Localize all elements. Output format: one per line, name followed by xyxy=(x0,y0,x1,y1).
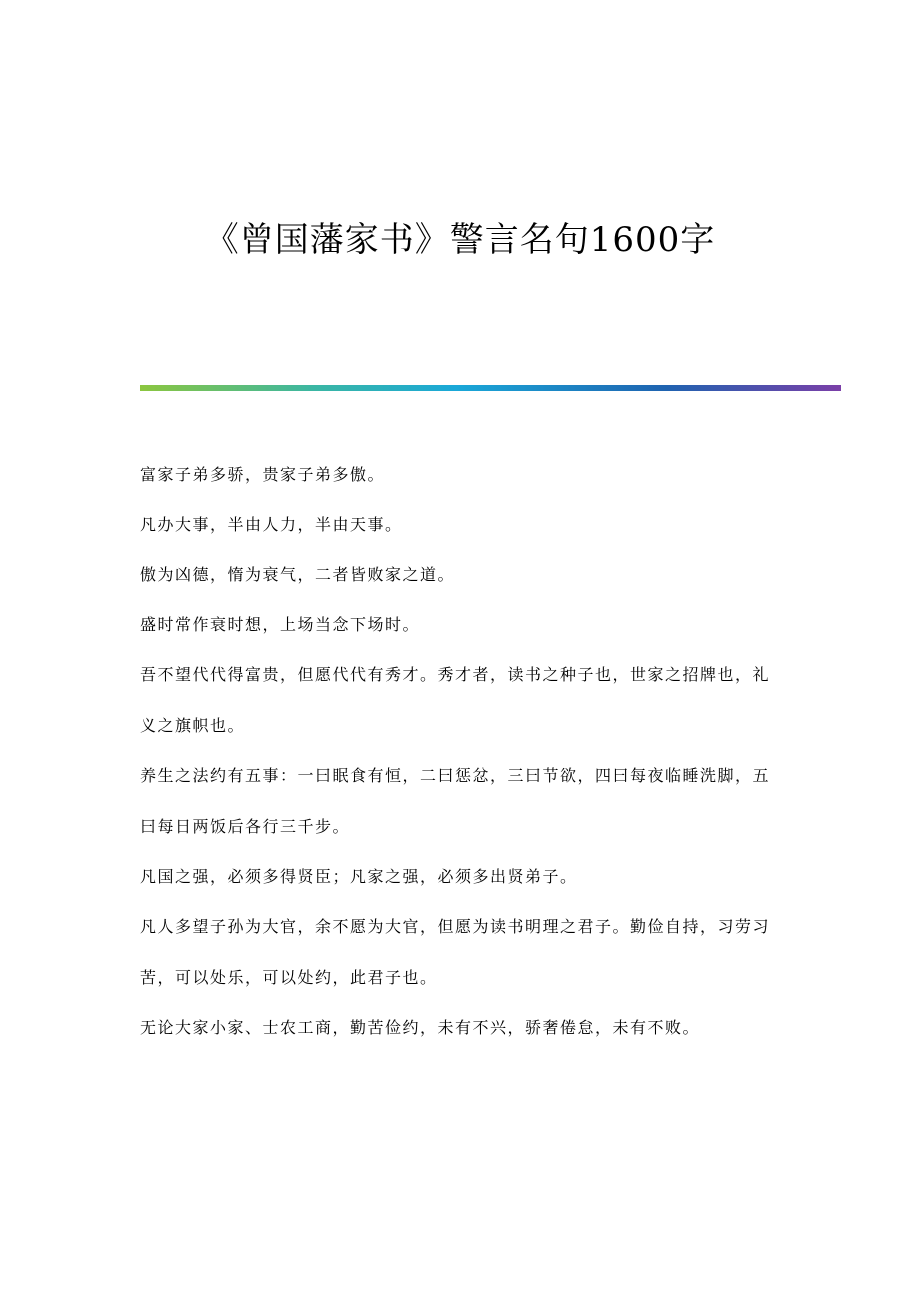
paragraph: 凡国之强，必须多得贤臣；凡家之强，必须多出贤弟子。 xyxy=(140,867,578,886)
paragraph: 盛时常作衰时想，上场当念下场时。 xyxy=(140,615,421,634)
paragraph: 富家子弟多骄，贵家子弟多傲。 xyxy=(140,465,386,484)
paragraph: 养生之法约有五事：一曰眠食有恒，二曰惩忿，三曰节欲，四曰每夜临睡洗脚，五曰每日两饭后各行三千步。 xyxy=(140,766,771,836)
gradient-divider xyxy=(140,385,841,391)
paragraph: 凡办大事，半由人力，半由天事。 xyxy=(140,515,403,534)
document-body xyxy=(140,462,780,1065)
paragraph: 凡人多望子孙为大官，余不愿为大官，但愿为读书明理之君子。勤俭自持，习劳习苦，可以处乐，可以处约，此君子也。 xyxy=(140,917,771,987)
paragraph: 傲为凶德，惰为衰气，二者皆败家之道。 xyxy=(140,565,456,584)
page-title: 《曾国藩家书》警言名句1600字 xyxy=(204,220,716,260)
paragraph: 吾不望代代得富贵，但愿代代有秀才。秀才者，读书之种子也，世家之招牌也，礼义之旗帜也。 xyxy=(140,665,771,735)
paragraph: 无论大家小家、士农工商，勤苦俭约，未有不兴，骄奢倦怠，未有不败。 xyxy=(140,1018,701,1037)
